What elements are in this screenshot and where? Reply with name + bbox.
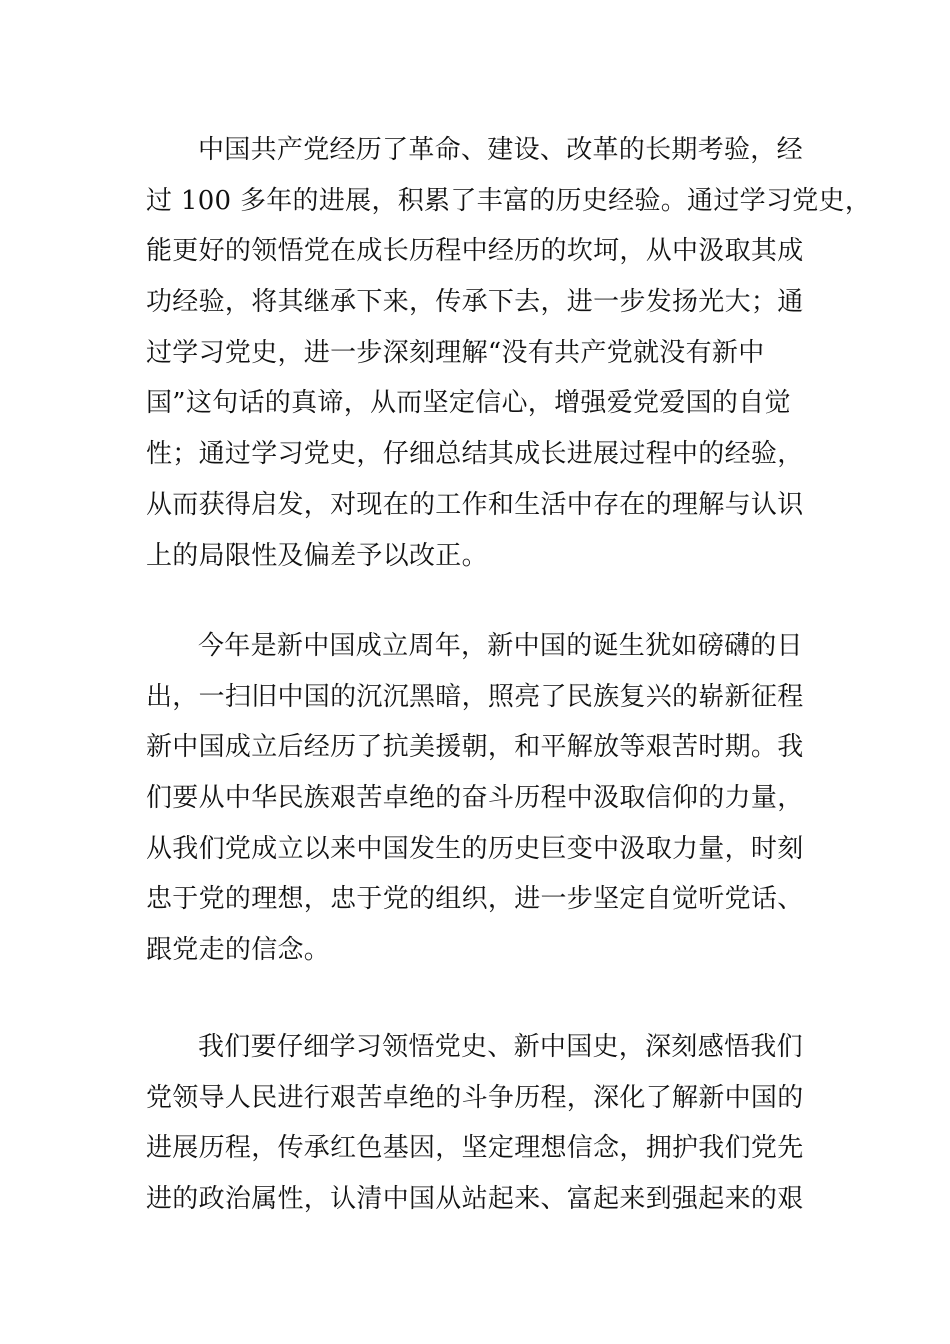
text-line: 从而获得启发，对现在的工作和生活中存在的理解与认识 [146,489,804,520]
paragraph-study-history [146,1022,806,1225]
text-line: 中国共产党经历了革命、建设、改革的长期考验，经 [198,135,803,165]
text-line: 们要从中华民族艰苦卓绝的奋斗历程中汲取信仰的力量， [146,783,804,814]
paragraph-new-china-founding [146,621,806,976]
text-line: 跟党走的信念。 [146,935,331,966]
text-line: 能更好的领悟党在成长历程中经历的坎坷，从中汲取其成 [146,236,804,267]
text-line: 过学习党史，进一步深刻理解“没有共产党就没有新中 [146,337,765,368]
text-line: 性；通过学习党史，仔细总结其成长进展过程中的经验， [146,439,804,470]
text-line: 进的政治属性，认清中国从站起来、富起来到强起来的艰 [146,1184,804,1215]
text-line: 出，一扫旧中国的沉沉黑暗，照亮了民族复兴的崭新征程 [146,681,804,712]
text-line: 党领导人民进行艰苦卓绝的斗争历程，深化了解新中国的 [146,1082,804,1113]
text-line: 上的局限性及偏差予以改正。 [146,540,488,571]
paragraph-party-history-experience [146,125,872,581]
text-line: 功经验，将其继承下来，传承下去，进一步发扬光大；通 [146,287,804,318]
text-line: 进展历程，传承红色基因，坚定理想信念，拥护我们党先 [146,1133,804,1164]
text-line: 我们要仔细学习领悟党史、新中国史，深刻感悟我们 [198,1032,803,1062]
text-line: 忠于党的理想，忠于党的组织，进一步坚定自觉听党话、 [146,884,804,915]
text-line: 新中国成立后经历了抗美援朝，和平解放等艰苦时期。我 [146,732,804,763]
text-line: 从我们党成立以来中国发生的历史巨变中汲取力量，时刻 [146,833,804,864]
text-line: 今年是新中国成立周年，新中国的诞生犹如磅礴的日 [198,631,803,661]
text-line: 过 100 多年的进展，积累了丰富的历史经验。通过学习党史， [146,185,872,216]
text-line: 国”这句话的真谛，从而坚定信心，增强爱党爱国的自觉 [146,388,791,419]
